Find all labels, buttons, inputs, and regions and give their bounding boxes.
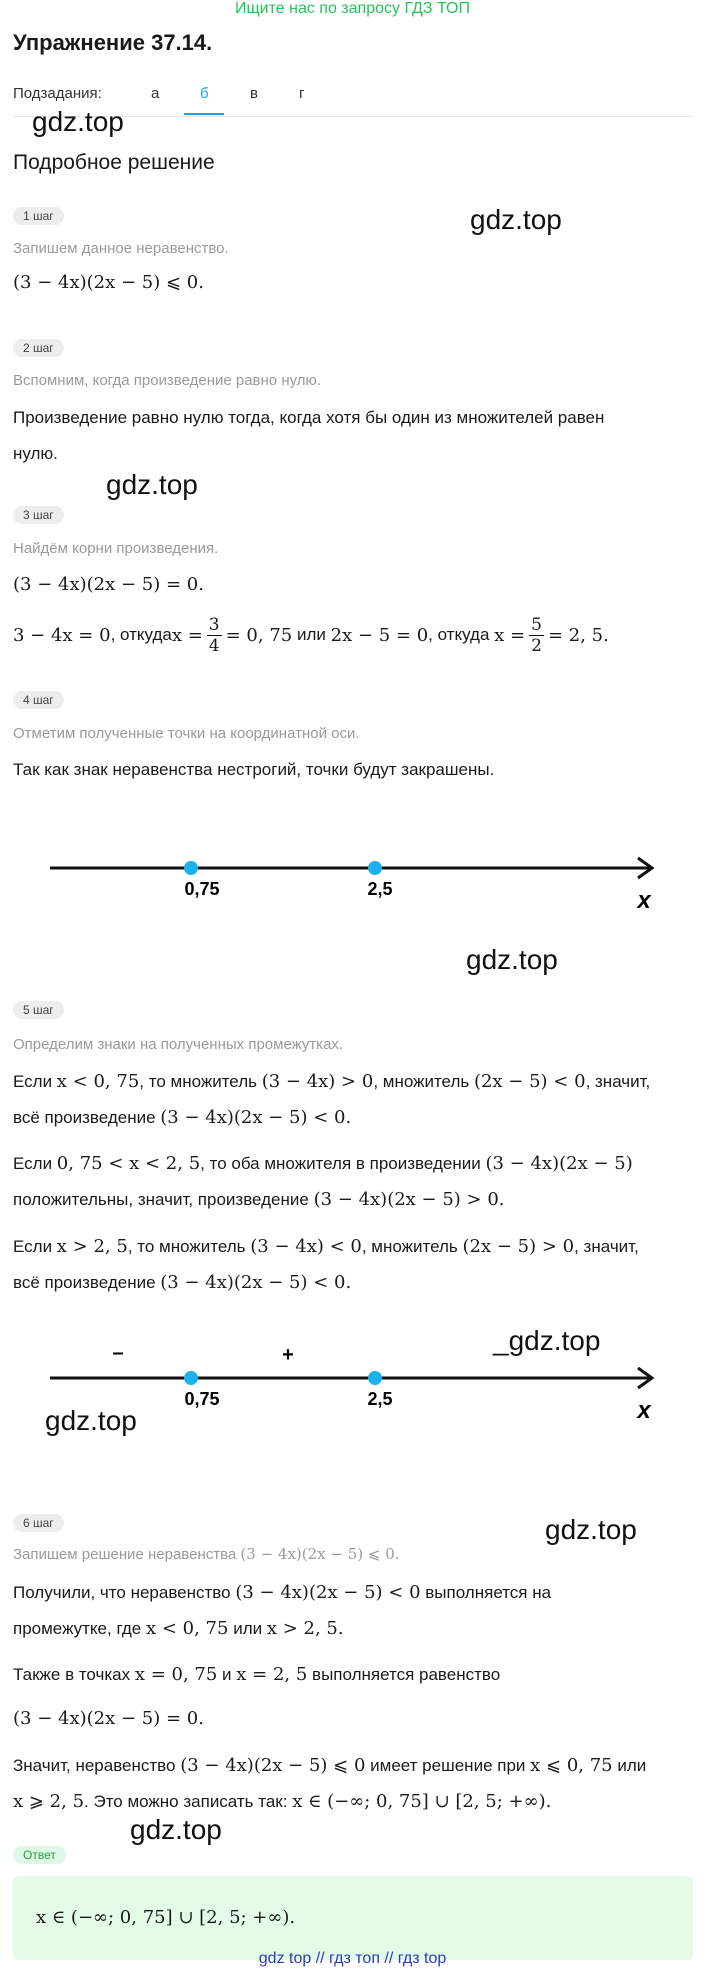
step-caption: Отметим полученные точки на координатной оси. [13,725,360,742]
step-text-line [13,1784,551,1820]
step-badge: 2 шаг [13,339,64,357]
step-text-line [13,1611,344,1647]
number-line-1 [0,840,705,920]
text: положительны, значит, произведение [13,1190,314,1209]
math-expr: x > 2, 5. [266,1618,344,1639]
step-badge: 6 шаг [13,1514,64,1532]
answer-badge: Ответ [13,1846,66,1864]
answer-value: x ∈ (−∞; 0, 75] ∪ [2, 5; +∞). [36,1907,296,1928]
math-expr: 3 − 4x = 0 [13,624,111,646]
text: , то множитель [127,1237,251,1256]
step-text-line [13,1748,646,1784]
step-badge: 5 шаг [13,1001,64,1019]
axis-variable: x [637,1397,651,1420]
footer-links[interactable]: gdz top // гдз топ // гдз top [258,1950,447,1967]
step-text-line [13,1575,551,1611]
fraction-numerator: 3 [208,614,220,635]
text: , множитель [373,1072,474,1091]
fraction-numerator: 5 [531,614,542,635]
math-expr: (3 − 4x)(2x − 5) < 0 [235,1582,421,1603]
caption-math: (3 − 4x)(2x − 5) ⩽ 0. [240,1545,400,1563]
text: всё произведение [13,1108,161,1127]
math-expr: x < 0, 75 [56,1071,140,1092]
step-badge: 1 шаг [13,207,64,225]
text: Значит, неравенство [13,1756,181,1775]
watermark: gdz.top [470,204,562,235]
fraction-denominator: 2 [531,635,542,656]
step-caption: Вспомним, когда произведение равно нулю. [13,372,321,389]
text: и [217,1665,237,1684]
math-expr: 0, 75 < x < 2, 5 [56,1153,201,1174]
text: Получили, что неравенство [13,1583,236,1602]
text: имеет решение при [365,1756,531,1775]
text: Если [13,1154,57,1173]
step-text-line [13,1182,505,1218]
math-expr: x = 0, 75 [134,1664,218,1685]
text: или [292,625,331,644]
step-caption: Найдём корни произведения. [13,540,219,557]
math-expr: (3 − 4x)(2x − 5) < 0. [160,1107,352,1128]
text: всё произведение [13,1273,161,1292]
text: выполняется на [420,1583,552,1602]
text: , откуда [428,625,495,644]
point-0-75 [184,1371,198,1385]
math-expr: (3 − 4x)(2x − 5) ⩽ 0 [180,1755,366,1776]
tab-v[interactable]: в [250,85,258,102]
math-expr: (3 − 4x) > 0 [261,1071,374,1092]
math-expr: x = [494,624,526,646]
sign-plus: + [282,1344,294,1366]
watermark: gdz.top [106,469,198,500]
tab-a[interactable]: а [151,85,160,102]
step-text-line [13,1064,650,1100]
step-math [13,1701,204,1737]
math-expr: x ⩾ 2, 5 [13,1791,85,1812]
watermark: gdz.top [130,1814,222,1845]
step-caption: Запишем данное неравенство. [13,240,229,257]
text: , значит, [574,1237,639,1256]
point-label: 0,75 [184,879,220,899]
point-2-5 [368,1371,382,1385]
watermark: _gdz.top [493,1325,601,1356]
math-expr: x = [171,624,203,646]
text: или [612,1756,647,1775]
page-title: Упражнение 37.14. [13,30,213,55]
point-2-5 [368,861,382,875]
step-text-line [13,1100,351,1136]
text: выполняется равенство [307,1665,501,1684]
step-badge: 3 шаг [13,506,64,524]
fraction-denominator: 4 [208,635,220,656]
text: Если [13,1072,57,1091]
math-expr: = 0, 75 [225,624,293,646]
math-expr: x ∈ (−∞; 0, 75] ∪ [2, 5; +∞). [292,1791,552,1812]
math-expr: x = 2, 5 [236,1664,308,1685]
math-expr: (2x − 5) < 0 [473,1071,586,1092]
math-expr: (3 − 4x)(2x − 5) > 0. [313,1189,505,1210]
step-math: (3 − 4x)(2x − 5) ⩽ 0. [13,272,204,293]
math-expr: x ⩽ 0, 75 [530,1755,613,1776]
step-math: (3 − 4x)(2x − 5) = 0. [13,574,204,595]
text: , то множитель [139,1072,262,1091]
math-expr: x > 2, 5 [56,1236,128,1257]
point-label: 2,5 [367,879,393,899]
section-title: Подробное решение [13,151,215,174]
text: , значит, [585,1072,651,1091]
point-label: 0,75 [184,1389,220,1409]
watermark: gdz.top [32,106,124,137]
watermark: gdz.top [466,944,558,975]
axis-variable: x [637,887,651,914]
subtasks-label: Подзадания: [13,85,102,102]
math-expr: (3 − 4x)(2x − 5) [485,1153,633,1174]
step-text-line [13,1265,351,1301]
roots-line [13,610,609,660]
text: , то оба множителя в произведении [200,1154,486,1173]
fraction [207,615,222,656]
tab-b[interactable]: б [200,85,209,102]
math-expr: (3 − 4x)(2x − 5) < 0. [160,1272,352,1293]
step-text: нулю. [13,444,58,463]
point-0-75 [184,861,198,875]
watermark: gdz.top [45,1405,137,1436]
step-text-line [13,1229,639,1265]
math-expr: = 2, 5. [547,624,609,646]
text: или [228,1619,267,1638]
math-expr: x < 0, 75 [145,1618,229,1639]
text: Также в точках [13,1665,135,1684]
top-banner: Ищите нас по запросу ГДЗ ТОП [235,0,470,17]
text: Если [13,1237,57,1256]
caption-text: Запишем решение неравенства [13,1546,241,1563]
math-expr: (3 − 4x)(2x − 5) = 0. [13,1708,204,1729]
math-expr: 2x − 5 = 0 [330,624,429,646]
step-caption: Определим знаки на полученных промежутках. [13,1036,344,1053]
point-label: 2,5 [367,1389,393,1409]
fraction [529,615,544,656]
sign-minus: – [112,1342,124,1364]
step-text: Так как знак неравенства нестрогий, точки будут закрашены. [13,760,495,779]
math-expr: (2x − 5) > 0 [462,1236,575,1257]
step-text-line [13,1657,500,1693]
step-text: Произведение равно нулю тогда, когда хотя бы один из множителей равен [13,408,605,427]
text: , откуда [110,625,172,644]
step-caption [13,1545,400,1563]
text: , множитель [361,1237,463,1256]
math-expr: (3 − 4x) < 0 [250,1236,362,1257]
tab-g[interactable]: г [299,85,305,102]
step-text-line [13,1146,633,1182]
text: промежутке, где [13,1619,146,1638]
text: . Это можно записать так: [84,1792,293,1811]
active-tab-indicator [184,113,224,115]
step-badge: 4 шаг [13,691,64,709]
watermark: gdz.top [545,1514,637,1545]
